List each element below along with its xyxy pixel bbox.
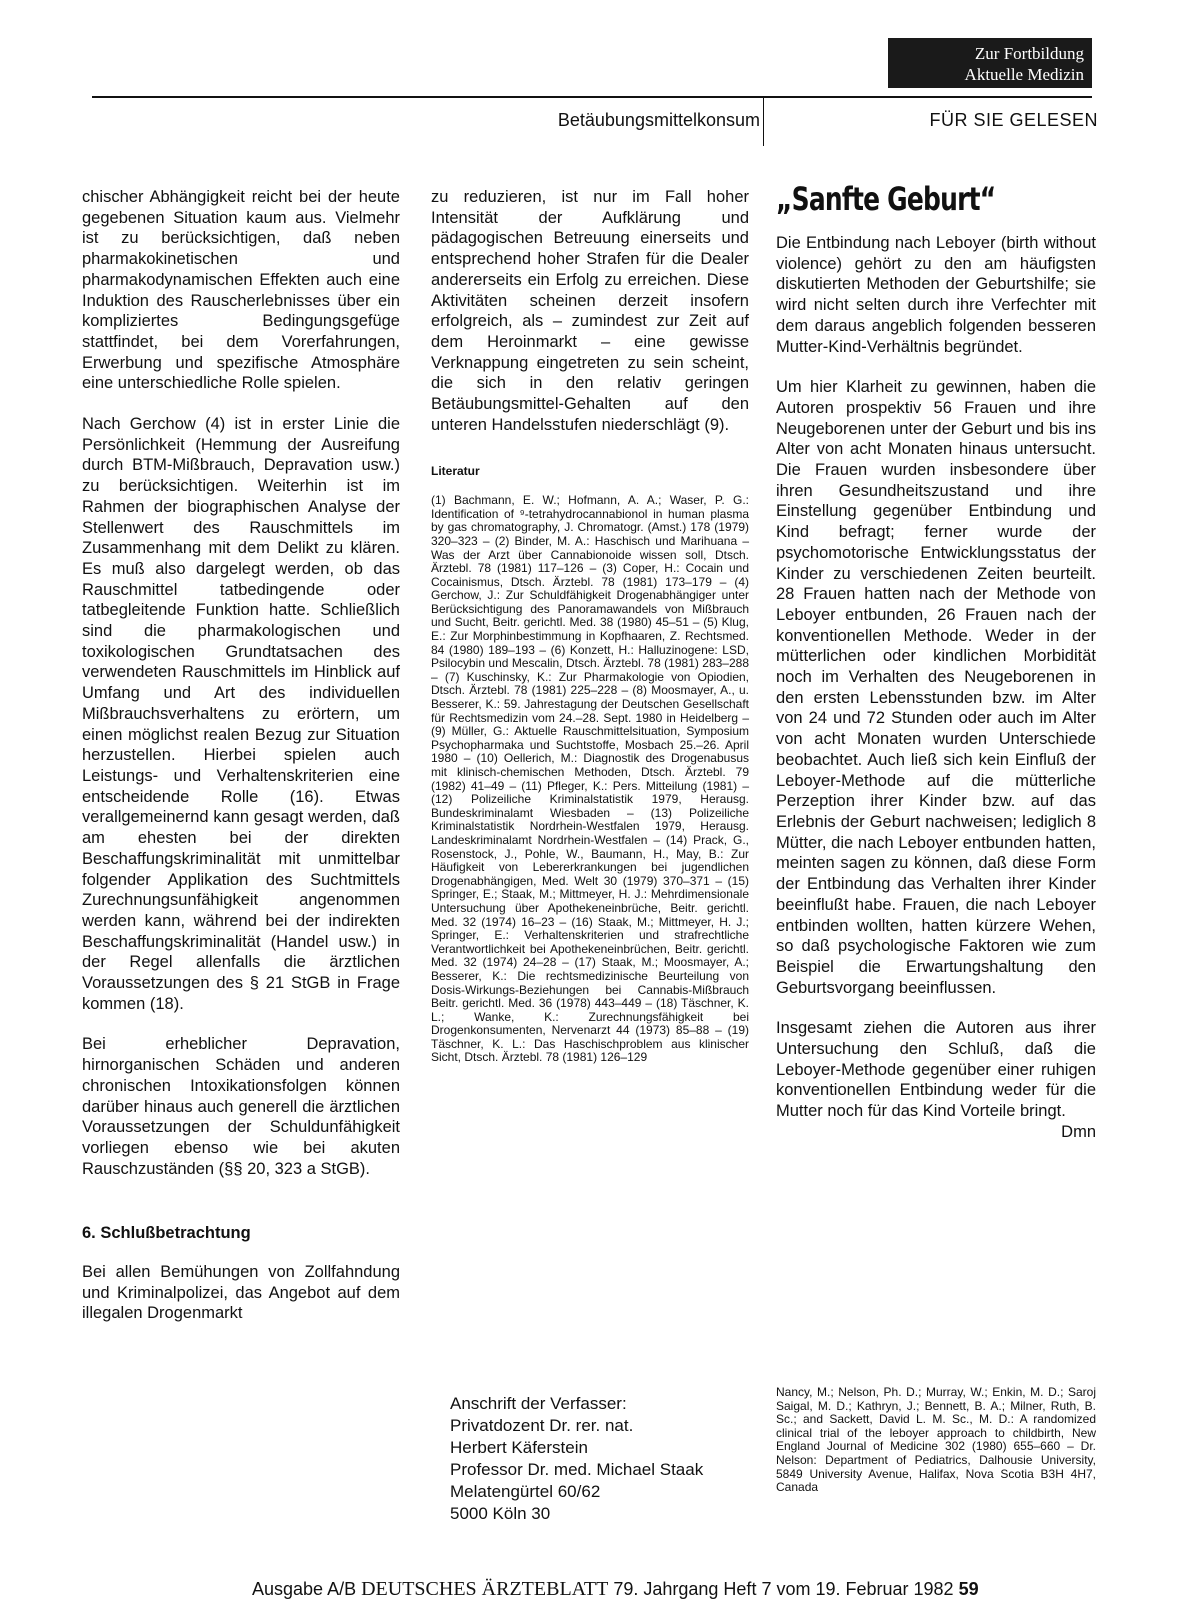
page-footer xyxy=(252,1578,979,1601)
col3-paragraph: Um hier Klarheit zu gewinnen, haben die Autoren prospektiv 56 Frauen und ihre Neugeborenen unter der Geburt und bis ins Alter von acht Monaten hinaus untersucht. Die Frauen wurden insbesondere über ihren Gesundheitszustand und ihre Einstellung gegenüber Entbindung und Kind befragt; ferner wurde der psychomotorische Entwicklungsstatus der Kinder zu verschiedenen Zeiten beurteilt. 28 Frauen hatten nach der Methode von Leboyer entbunden, 26 Frauen nach der konventionellen Methode. Weder in der mütterlichen oder kindlichen Morbidität noch im Verhalten des Neugeborenen in den ersten Lebensstunden bzw. im Alter von 24 und 72 Stunden oder auch im Alter von acht Monaten wurden Unterschiede beobachtet. Auch ließ sich kein Einfluß der Leboyer-Methode auf die mütterliche Perzeption ihrer Kinder bzw. auf das Erlebnis der Geburt nachweisen; lediglich 8 Mütter, die nach Leboyer entbunden hatten, meinten sagen zu können, daß diese Form der Entbindung das Verhalten ihrer Kinder beeinflußt habe. Frauen, die nach Leboyer entbinden wollten, hatten kürzere Wehen, so daß psychologische Faktoren wie zum Beispiel die Erwartungshaltung den Geburtsvorgang beeinflussen. xyxy=(776,378,1096,997)
author-address xyxy=(450,1393,703,1525)
section-title-right: FÜR SIE GELESEN xyxy=(929,110,1098,130)
badge-line-1: Zur Fortbildung xyxy=(974,44,1084,63)
footer-issue: 79. Jahrgang Heft 7 vom 19. Februar 1982 xyxy=(613,1579,954,1599)
page-number: 59 xyxy=(958,1579,979,1599)
col1-paragraph: Bei erheblicher Depravation, hirnorganischen Schäden und anderen chronischen Intoxikationsfolgen können darüber hinaus auch generell die ärztlichen Voraussetzungen der Schuldunfähigkeit vorliegen ebenso wie bei akuten Rauschzuständen (§§ 20, 323 a StGB). xyxy=(82,1035,400,1178)
address-line: 5000 Köln 30 xyxy=(450,1504,551,1523)
col3-paragraph xyxy=(776,1018,1096,1141)
header-rule xyxy=(92,96,1092,98)
section-title-left: Betäubungsmittelkonsum xyxy=(557,110,760,130)
col1-paragraph: chischer Abhängigkeit reicht bei der heute gegebenen Situation kaum aus. Vielmehr ist zu berücksichtigen, daß neben pharmakokinetischen und pharmakodynamischen Effekten auch eine Induktion des Rauscherlebnisses über ein kompliziertes Bedingungsgefüge stattfindet, bei dem Vorerfahrungen, Erwerbung und spezifische Atmosphäre eine unterschiedliche Rolle spielen. xyxy=(82,188,400,393)
literature-heading: Literatur xyxy=(431,464,480,479)
literature-list: (1) Bachmann, E. W.; Hofmann, A. A.; Waser, P. G.: Identification of ⁹-tetrahydrocannabionol in human plasma by gas chromatography, J. Chromatogr. (Amst.) 178 (1979) 320–323 – (2) Binder, M. A.: Haschisch und Marihuana – Was der Arzt über Cannabionoide wissen soll, Dtsch. Ärztebl. 78 (1981) 117–126 – (3) Coper, H.: Cocain und Cocainismus, Dtsch. Ärztebl. 78 (1981) 173–179 – (4) Gerchow, J.: Zur Schuldfähigkeit Drogenabhängiger unter Berücksichtigung des Panoramawandels von Mißbrauch und Sucht, Beitr. gerichtl. Med. 38 (1980) 45–51 – (5) Klug, E.: Zur Morphinbestimmung in Kopfhaaren, Z. Rechtsmed. 84 (1980) 189–193 – (6) Konzett, H.: Halluzinogene: LSD, Psilocybin und Mescalin, Dtsch. Ärztebl. 78 (1981) 283–288 – (7) Kuschinsky, K.: Zur Pharmakologie von Opiodien, Dtsch. Ärztebl. 78 (1981) 225–228 – (8) Moosmayer, A., u. Besserer, K.: 59. Jahrestagung der Deutschen Gesellschaft für Rechtsmedizin vom 24.–28. Sept. 1980 in Heidelberg – (9) Müller, G.: Aktuelle Rauschmittelsituation, Symposium Psychopharmaka und Suchtstoffe, Mosbach 25.–26. April 1980 – (10) Oellerich, M.: Diagnostik des Drogenabusus mit klinisch-chemischen Methoden, Dtsch. Ärztebl. 79 (1982) 41–49 – (11) Pfleger, K.: Pers. Mitteilung (1981) – (12) Polizeiliche Kriminalstatistik 1979, Herausg. Bundeskriminalamt Wiesbaden – (13) Polizeiliche Kriminalstatistik Nordrhein-Westfalen 1979, Herausg. Landeskriminalamt Nordrhein-Westfalen – (14) Prack, G., Rosenstock, J., Pohle, W., Baumann, H., May, B.: Zur Häufigkeit von Lebererkrankungen bei jugendlichen Drogenabhängigen, Med. Welt 30 (1979) 370–371 – (15) Springer, E.; Staak, M.; Mittmeyer, H. J.: Mehrdimensionale Untersuchung über Apothekeneinbrüche, Beitr. gerichtl. Med. 32 (1974) 16–23 – (16) Staak, M.; Mittmeyer, H. J.; Springer, E.: Verhaltenskriterien und strafrechtliche Verantwortlichkeit bei Apothekeneinbrüchen, Beitr. gerichtl. Med. 32 (1974) 24–28 – (17) Staak, M.; Moosmayer, A.; Besserer, K.: Die rechtsmedizinische Beurteilung von Dosis-Wirkungs-Beziehungen bei Cannabis-Mißbrauch Beitr. gerichtl. Med. 36 (1978) 443–449 – (18) Täschner, K. L.; Wanke, K.: Zurechnungsfähigkeit bei Drogenkonsumenten, Nervenarzt 44 (1973) 85–88 – (19) Täschner, K. L.: Das Haschischproblem aus klinischer Sicht, Dtsch. Ärztebl. 78 (1981) 126–129 xyxy=(431,493,749,1065)
column-3 xyxy=(776,233,1096,1143)
address-line: Melatengürtel 60/62 xyxy=(450,1482,601,1501)
col3-paragraph-text: Insgesamt ziehen die Autoren aus ihrer Untersuchung den Schluß, daß die Leboyer-Methode gegenüber einer ruhigen konventionellen Entbindung weder für die Mutter noch für das Kind Vorteile bringt. xyxy=(776,1019,1096,1121)
address-line: Anschrift der Verfasser: xyxy=(450,1394,627,1413)
article-headline: „Sanfte Geburt“ xyxy=(776,180,996,218)
column-1 xyxy=(82,187,400,1344)
article-reference: Nancy, M.; Nelson, Ph. D.; Murray, W.; Enkin, M. D.; Saroj Saigal, M. D.; Kathryn, J.; Bennett, B. A.; Milner, Ruth, B. Sc.; and Sackett, David L. M. Sc., M. D.: A randomized clinical trial of the leboyer approach to childbirth, New England Journal of Medicine 302 (1980) 655–660 – Dr. Nelson: Department of Pediatrics, Dalhousie University, 5849 University Avenue, Halifax, Nova Scotia B3H 4H7, Canada xyxy=(776,1385,1096,1495)
section-heading: 6. Schlußbetrachtung xyxy=(82,1224,251,1243)
badge-line-2: Aktuelle Medizin xyxy=(964,65,1084,84)
col1-paragraph: Nach Gerchow (4) ist in erster Linie die Persönlichkeit (Hemmung der Ausreifung durch BTM-Mißbrauch, Depravation usw.) zu berücksichtigen. Weiterhin ist im Rahmen der biographischen Analyse der Stellenwert des Rauschmittels im Zusammenhang mit dem Delikt zu klären. Es muß also dargelegt werden, ob das Rauschmittel tatbedingende oder tatbegleitende Funktion hatte. Schließlich sind die pharmakologischen und toxikologischen Grundtatsachen des verwendeten Rauschmittels im Hinblick auf Umfang und Art des individuellen Mißbrauchsverhaltens zu erörtern, um einen möglichst realen Bezug zur Situation herzustellen. Hierbei spielen auch Leistungs- und Verhaltenskriterien eine entscheidende Rolle (16). Etwas verallgemeinernd kann gesagt werden, daß am ehesten bei der direkten Beschaffungskriminalität mit unmittelbar folgender Applikation des Suchtmittels Zurechnungsunfähigkeit angenommen werden kann, während bei der indirekten Beschaffungskriminalität (Handel usw.) in der Regel allenfalls die ärztlichen Voraussetzungen des § 21 StGB in Frage kommen (18). xyxy=(82,415,400,1013)
author-signature: Dmn xyxy=(1061,1122,1096,1141)
col3-paragraph: Die Entbindung nach Leboyer (birth without violence) gehört zu den am häufigsten diskutierten Methoden der Geburtshilfe; sie wird nicht selten durch ihre Verfechter mit dem daraus angeblich folgenden besseren Mutter-Kind-Verhältnis begründet. xyxy=(776,234,1096,356)
footer-magazine: DEUTSCHES ÄRZTEBLATT xyxy=(361,1578,609,1600)
address-line: Professor Dr. med. Michael Staak xyxy=(450,1460,704,1479)
address-line: Herbert Käferstein xyxy=(450,1438,588,1457)
section-badge xyxy=(888,38,1092,88)
footer-edition: Ausgabe A/B xyxy=(252,1579,357,1599)
header-separator xyxy=(763,98,764,146)
column-2 xyxy=(431,187,749,1065)
col2-paragraph: zu reduzieren, ist nur im Fall hoher Intensität der Aufklärung und pädagogischen Betreuung einerseits und entsprechend hoher Strafen für die Dealer andererseits ein Erfolg zu erreichen. Diese Aktivitäten scheinen derzeit insofern erfolgreich, als – zumindest zur Zeit auf dem Heroinmarkt – eine gewisse Verknappung eingetreten zu sein scheint, die sich in den relativ geringen Betäubungsmittel-Gehalten auf den unteren Handelsstufen niederschlägt (9). xyxy=(431,188,749,434)
col1-paragraph: Bei allen Bemühungen von Zollfahndung und Kriminalpolizei, das Angebot auf dem illegalen Drogenmarkt xyxy=(82,1263,400,1323)
address-line: Privatdozent Dr. rer. nat. xyxy=(450,1416,634,1435)
